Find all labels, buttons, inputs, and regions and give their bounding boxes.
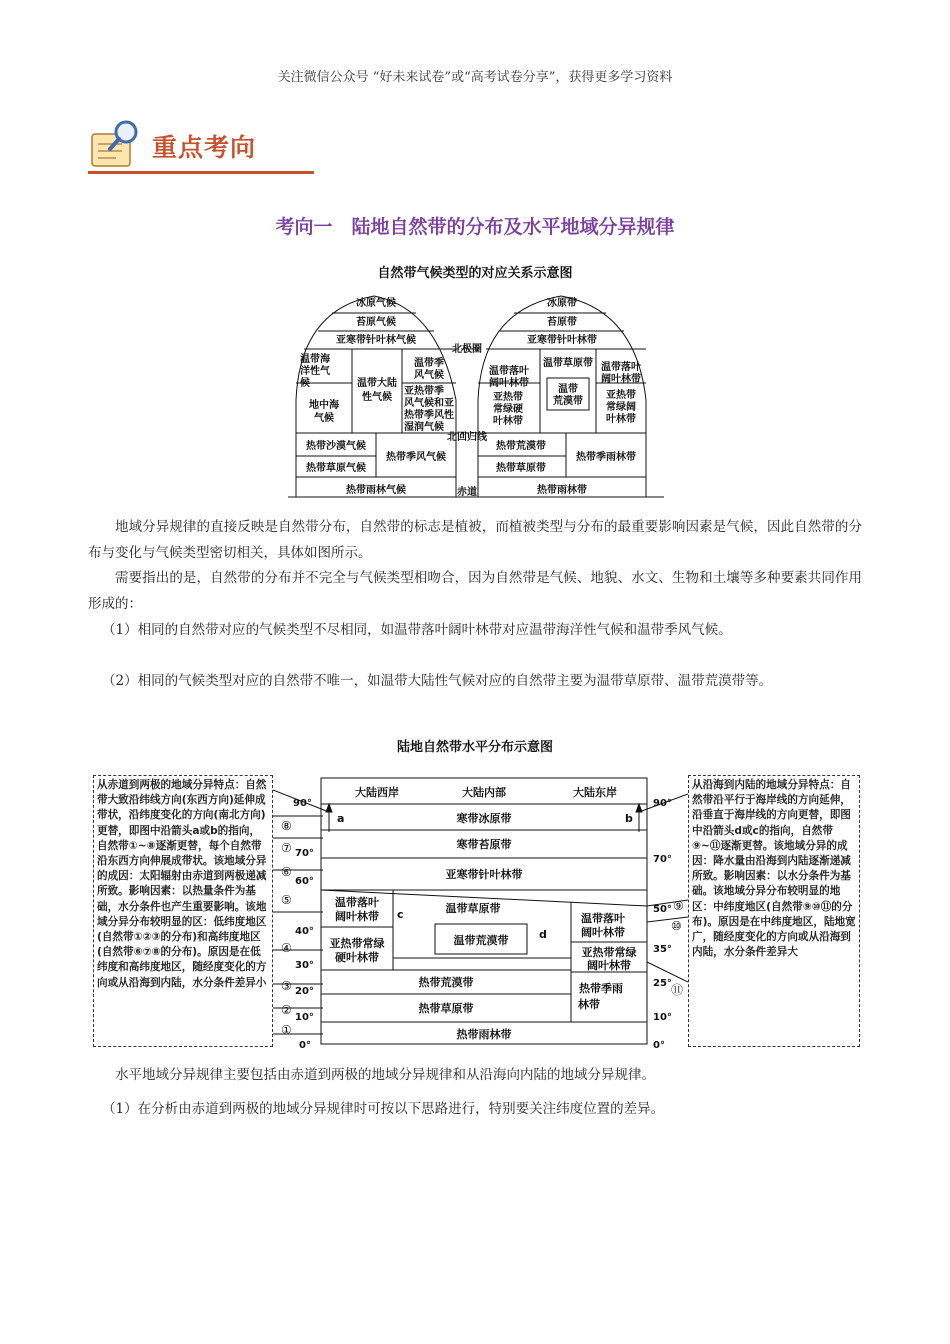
- zone-temperate-grassland: 温带草原带: [543, 358, 593, 369]
- zone-taiga: 亚寒带针叶林带: [445, 868, 523, 881]
- svg-text:④: ④: [281, 941, 292, 955]
- svg-text:林带: 林带: [578, 998, 600, 1011]
- zone-tropical-monsoon: 热带季雨: [579, 982, 623, 995]
- svg-text:叶林带: 叶林带: [606, 414, 636, 425]
- zone-tropical-monsoon-forest: 热带季雨林带: [576, 452, 636, 463]
- zone-subtropical-evergreen: 亚热带: [606, 390, 636, 401]
- figure2-diagram: [273, 772, 688, 1048]
- section-title: 考向一 陆地自然带的分布及水平地域分异规律: [275, 216, 675, 238]
- zone-ice: 寒带冰原带: [456, 812, 512, 825]
- zone-tropical-desert: 热带荒漠带: [496, 441, 546, 452]
- svg-text:阔叶林带: 阔叶林带: [601, 374, 641, 385]
- tropic-label: 北回归线: [447, 432, 487, 443]
- paragraph-6: （1）在分析由赤道到两极的地域分异规律时可按以下思路进行，特别要关注纬度位置的差异。: [102, 1101, 665, 1117]
- svg-text:①: ①: [281, 1023, 292, 1037]
- svg-text:叶林带: 叶林带: [493, 416, 523, 427]
- svg-text:25°: 25°: [653, 978, 672, 989]
- svg-text:10°: 10°: [295, 1012, 314, 1023]
- paragraph-4: （2）相同的气候类型对应的自然带不唯一，如温带大陆性气候对应的自然带主要为温带草原带、温带荒漠带等。: [102, 673, 773, 689]
- svg-text:阔叶林带: 阔叶林带: [335, 910, 379, 923]
- latitude-right-group: [653, 798, 672, 1048]
- svg-text:阔叶林带: 阔叶林带: [581, 926, 625, 939]
- svg-text:⑩: ⑩: [671, 919, 682, 933]
- svg-text:候: 候: [300, 378, 310, 389]
- climate-tropical-monsoon: 热带季风气候: [386, 452, 446, 463]
- svg-text:常绿硬: 常绿硬: [493, 404, 523, 415]
- svg-text:40°: 40°: [295, 926, 314, 937]
- svg-text:气候: 气候: [314, 413, 334, 424]
- svg-text:⑨: ⑨: [673, 899, 684, 913]
- zone-taiga: 亚寒带针叶林带: [527, 335, 597, 346]
- svg-text:②: ②: [281, 1003, 292, 1017]
- svg-text:⑦: ⑦: [281, 841, 292, 855]
- svg-text:⑧: ⑧: [281, 819, 292, 833]
- latitude-left-group: [293, 798, 314, 1048]
- climate-temperate-monsoon: 温带季: [414, 358, 444, 369]
- zone-grassland: 温带草原带: [445, 902, 501, 915]
- zone-east-deciduous: 温带落叶: [581, 912, 625, 925]
- svg-text:90°: 90°: [293, 798, 312, 809]
- svg-text:风气候: 风气候: [414, 370, 444, 381]
- paragraph-1: 地域分异规律的直接反映是自然带分布，自然带的标志是植被，而植被类型与分布的最重要影响因素是气候，因此自然带的分布与变化与气候类型密切相关，具体如图所示。: [88, 519, 862, 561]
- zone-tundra: 苔原带: [547, 317, 577, 328]
- zone-temperate-deciduous-right: 温带落叶: [601, 362, 641, 373]
- svg-text:50°: 50°: [653, 904, 672, 915]
- arrow-d-label: d: [539, 928, 547, 941]
- svg-text:90°: 90°: [653, 798, 672, 809]
- zone-west-subtropical: 亚热带常绿: [329, 937, 385, 950]
- svg-text:性气候: 性气候: [362, 392, 392, 403]
- zone-tropical-savanna: 热带草原带: [496, 463, 546, 474]
- climate-tundra: 苔原气候: [356, 317, 396, 328]
- svg-text:0°: 0°: [299, 1040, 311, 1048]
- svg-text:阔叶林带: 阔叶林带: [587, 959, 631, 972]
- header-note: 关注微信公众号 “好未来试卷”或“高考试卷分享”，获得更多学习资料: [277, 70, 673, 85]
- climate-tropical-desert: 热带沙漠气候: [306, 441, 366, 452]
- arrow-b-label: b: [625, 812, 633, 825]
- zone-east-subtropical: 亚热带常绿: [581, 946, 637, 959]
- svg-text:洋性气: 洋性气: [300, 366, 330, 377]
- figure2-title: 陆地自然带水平分布示意图: [396, 740, 553, 755]
- arctic-circle-label: 北极圈: [452, 344, 482, 355]
- svg-text:0°: 0°: [653, 1040, 665, 1048]
- svg-text:荒漠带: 荒漠带: [553, 396, 583, 407]
- climate-subtropical-monsoon: 亚热带季: [404, 386, 444, 397]
- column-inland: 大陆内部: [462, 786, 506, 799]
- zone-tropical-rainforest: 热带雨林带: [537, 485, 587, 496]
- zone-rainforest: 热带雨林带: [456, 1028, 512, 1041]
- zone-temperate-deciduous-left: 温带落叶: [489, 366, 529, 377]
- arrow-a-label: a: [337, 812, 345, 825]
- figure1-title: 自然带气候类型的对应关系示意图: [377, 266, 573, 281]
- svg-text:热带季风性: 热带季风性: [404, 410, 454, 421]
- svg-text:硬叶林带: 硬叶林带: [335, 951, 379, 964]
- zone-tropical-savanna: 热带草原带: [418, 1002, 474, 1015]
- svg-text:35°: 35°: [653, 944, 672, 955]
- zone-tundra: 寒带苔原带: [456, 838, 512, 851]
- left-note: 从赤道到两极的地域分异特点：自然带大致沿纬线方向(东西方向)延伸成带状，沿纬度变化的方向(南北方向)更替，即图中沿箭头a或b的指向，自然带①~⑧逐渐更替，每个自然带沿东西方向伸展成带状。该地域分异的成因：太阳辐射由赤道到两极递减所致。影响因素：以热量条件为基础，水分条件也产生重要影响。该地域分异分布较明显的区：低纬度地区(自然带①②③的分布)和高纬度地区(自然带⑥⑦⑧的分布)。原因是在低纬度和高纬度地区，随经度变化的方向或从沿海到内陆，水分条件差异小: [93, 775, 273, 1047]
- svg-text:⑥: ⑥: [281, 865, 292, 879]
- right-note: 从沿海到内陆的地域分异特点：自然带沿平行于海岸线的方向延伸，沿垂直于海岸线的方向更替，即图中沿箭头d或c的指向，自然带⑨~⑪逐渐更替。该地域分异的成因：降水量由沿海到内陆逐渐递减所致。影响因素：以水分条件为基础。该地域分异分布较明显的地区：中纬度地区(自然带⑨⑩⑪的分布)。原因是在中纬度地区，陆地宽广，随经度变化的方向或从沿海到内陆，水分条件差异大: [688, 775, 860, 1047]
- banner-title: 重点考向: [152, 133, 257, 162]
- zone-tropical-desert: 热带荒漠带: [418, 976, 474, 989]
- climate-temperate-maritime: 温带海: [300, 354, 330, 365]
- climate-tropical-rainforest: 热带雨林气候: [346, 485, 406, 496]
- paragraph-3: （1）相同的自然带对应的气候类型不尽相同，如温带落叶阔叶林带对应温带海洋性气候和温带季风气候。: [102, 622, 732, 638]
- circled-numbers-right: [671, 899, 684, 997]
- svg-text:风气候和亚: 风气候和亚: [404, 398, 454, 409]
- paragraph-2: 需要指出的是，自然带的分布并不完全与气候类型相吻合，因为自然带是气候、地貌、水文、生物和土壤等多种要素共同作用形成的：: [88, 570, 862, 612]
- svg-text:③: ③: [281, 979, 292, 993]
- column-east: 大陆东岸: [573, 786, 617, 799]
- zone-desert: 温带荒漠带: [453, 934, 509, 947]
- zone-west-deciduous: 温带落叶: [335, 896, 379, 909]
- arrow-c-label: c: [397, 908, 404, 921]
- svg-text:常绿阔: 常绿阔: [606, 402, 636, 413]
- climate-mediterranean: 地中海: [309, 400, 339, 411]
- svg-text:⑤: ⑤: [281, 893, 292, 907]
- paragraph-5: 水平地域分异规律主要包括由赤道到两极的地域分异规律和从沿海向内陆的地域分异规律。: [115, 1067, 655, 1083]
- svg-text:70°: 70°: [295, 848, 314, 859]
- svg-text:70°: 70°: [653, 854, 672, 865]
- climate-subarctic: 亚寒带针叶林气候: [336, 335, 416, 346]
- zone-subtropical-sclerophyll: 亚热带: [493, 392, 523, 403]
- column-west: 大陆西岸: [355, 786, 399, 799]
- svg-text:30°: 30°: [295, 960, 314, 971]
- figure1-diagram: [288, 290, 664, 502]
- svg-text:10°: 10°: [653, 1012, 672, 1023]
- banner-underline: [88, 171, 314, 174]
- zone-ice: 冰原带: [547, 298, 577, 309]
- svg-text:60°: 60°: [295, 876, 314, 887]
- zone-temperate-desert: 温带: [558, 384, 578, 395]
- svg-text:阔叶林带: 阔叶林带: [489, 378, 529, 389]
- equator-label: 赤道: [457, 487, 477, 498]
- circled-numbers-left: [281, 819, 292, 1037]
- svg-text:20°: 20°: [295, 986, 314, 997]
- svg-text:⑪: ⑪: [671, 983, 684, 997]
- svg-text:湿润气候: 湿润气候: [404, 422, 444, 433]
- climate-temperate-continental: 温带大陆: [357, 378, 397, 389]
- climate-polar: 冰原气候: [356, 298, 396, 309]
- climate-tropical-savanna: 热带草原气候: [306, 463, 366, 474]
